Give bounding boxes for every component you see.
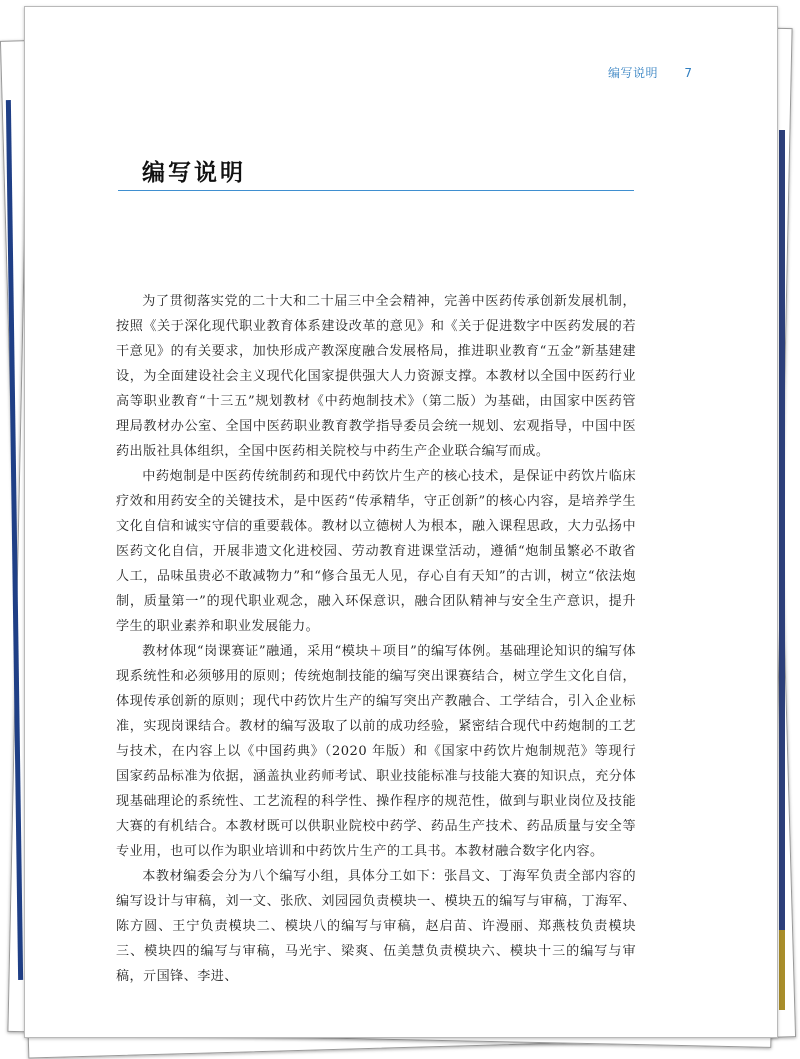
page-title: 编写说明 xyxy=(142,160,246,186)
page-number: 7 xyxy=(684,66,693,80)
title-block xyxy=(118,158,634,191)
paragraph: 中药炮制是中医药传统制药和现代中药饮片生产的核心技术，是保证中药饮片临床疗效和用药安全的关键技术，是中医药“传承精华，守正创新”的核心内容，是培养学生文化自信和诚实守信的重要载体。教材以立德树人为根本，融入课程思政，大力弘扬中医药文化自信，开展非遗文化进校园、劳动教育进课堂活动，遵循“炮制虽繁必不敢省人工，品味虽贵必不敢减物力”和“修合虽无人见，存心自有天知”的古训，树立“依法炮制，质量第一”的现代职业观念，融入环保意识，融合团队精神与安全生产意识，提升学生的职业素养和职业发展能力。 xyxy=(116,469,636,634)
book-edge-right xyxy=(779,130,785,990)
paragraph: 为了贯彻落实党的二十大和二十届三中全会精神，完善中医药传承创新发展机制，按照《关于深化现代职业教育体系建设改革的意见》和《关于促进数字中医药发展的若干意见》的有关要求，加快形成产教深度融合发展格局，推进职业教育“五金”新基建建设，为全面建设社会主义现代化国家提供强大人力资源支撑。本教材以全国中医药行业高等职业教育“十三五”规划教材《中药炮制技术》（第二版）为基础，由国家中医药管理局教材办公室、全国中医药职业教育教学指导委员会统一规划、宏观指导，中国中医药出版社具体组织，全国中医药相关院校与中药生产企业联合编写而成。 xyxy=(116,294,636,459)
paragraph: 教材体现“岗课赛证”融通，采用“模块＋项目”的编写体例。基础理论知识的编写体现系统性和必须够用的原则；传统炮制技能的编写突出课赛结合，树立学生文化自信，体现传承创新的原则；现代中药饮片生产的编写突出产教融合、工学结合，引入企业标准，实现岗课结合。教材的编写汲取了以前的成功经验，紧密结合现代中药炮制的工艺与技术，在内容上以《中国药典》（2020 年版）和《国家中药饮片炮制规范》等现行国家药品标准为依据，涵盖执业药师考试、职业技能标准与技能大赛的知识点，充分体现基础理论的系统性、工艺流程的科学性、操作程序的规范性，做到与职业岗位及技能大赛的有机结合。本教材既可以供职业院校中药学、药品生产技术、药品质量与安全等专业用，也可以作为职业培训和中药饮片生产的工具书。本教材融合数字化内容。 xyxy=(116,644,636,859)
body-text xyxy=(116,289,636,989)
title-underline xyxy=(118,190,634,191)
running-header-section: 编写说明 xyxy=(608,66,659,80)
running-header xyxy=(608,64,692,81)
paragraph: 本教材编委会分为八个编写小组，具体分工如下：张昌文、丁海军负责全部内容的编写设计与审稿，刘一文、张欣、刘园园负责模块一、模块五的编写与审稿，丁海军、陈方圆、王宁负责模块二、模块八的编写与审稿，赵启苗、许漫丽、郑燕枝负责模块三、模块四的编写与审稿，马光宇、梁爽、伍美慧负责模块六、模块十三的编写与审稿，亓国锋、李进、 xyxy=(116,869,636,984)
book-edge-right-accent xyxy=(779,930,785,1010)
